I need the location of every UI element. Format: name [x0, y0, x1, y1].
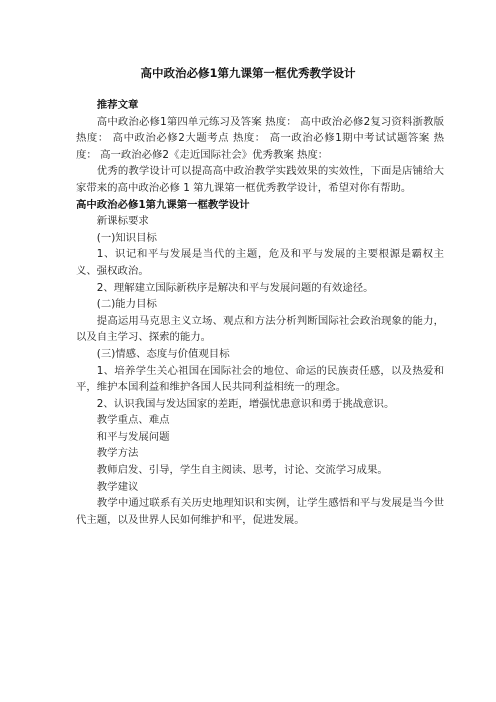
recommended-articles-heading: 推荐文章 — [96, 99, 139, 111]
teaching-methods-heading: 教学方法 — [96, 447, 139, 460]
document-title: 高中政治必修1第九课第一框优秀教学设计 — [140, 66, 356, 80]
values-goals-heading: (三)情感、态度与价值观目标 — [96, 347, 230, 360]
curriculum-requirements-heading: 新课标要求 — [96, 215, 149, 228]
teaching-suggestions-text: 教学中通过联系有关历史地理知识和实例，让学生感悟和平与发展是当今世代主题，以及世界人民如何维护和平，促进发展。 — [76, 497, 444, 526]
document-body — [76, 97, 444, 528]
section-heading: 高中政治必修1第九课第一框教学设计 — [76, 198, 250, 211]
teaching-suggestions-heading: 教学建议 — [96, 480, 139, 493]
teaching-methods-text: 教师启发、引导，学生自主阅读、思考，讨论、交流学习成果。 — [96, 464, 388, 477]
knowledge-goal-2: 2、理解建立国际新秩序是解决和平与发展问题的有效途径。 — [96, 281, 374, 294]
values-goal-1: 1、培养学生关心祖国在国际社会的地位、命运的民族责任感，以及热爱和平，维护本国利益和维护各国人民共同利益相统一的理念。 — [76, 364, 444, 394]
values-goal-2: 2、认识我国与发达国家的差距，增强忧患意识和勇于挑战意识。 — [96, 397, 395, 410]
knowledge-goal-1: 1、识记和平与发展是当代的主题，危及和平与发展的主要根源是霸权主义、强权政治。 — [76, 248, 444, 277]
key-points-text: 和平与发展问题 — [96, 430, 170, 443]
knowledge-goals-heading: (一)知识目标 — [96, 231, 157, 244]
ability-goal-text: 提高运用马克思主义立场、观点和方法分析判断国际社会政治现象的能力，以及自主学习、探索的能力。 — [76, 314, 444, 344]
intro-paragraph: 优秀的教学设计可以提高高中政治教学实践效果的实效性，下面是店铺给大家带来的高中政治必修 1 第九课第一框优秀教学设计，希望对你有帮助。 — [76, 165, 444, 194]
key-points-heading: 教学重点、难点 — [96, 414, 170, 427]
ability-goals-heading: (二)能力目标 — [96, 298, 157, 311]
recommended-articles-list: 高中政治必修1第四单元练习及答案 热度： 高中政治必修2复习资料浙教版 热度： 高中政治必修2大题考点 热度： 高一政治必修1期中考试试题答案 热度： 高一政治必修2《走近国际社会》优秀教案 热度： — [76, 115, 444, 161]
